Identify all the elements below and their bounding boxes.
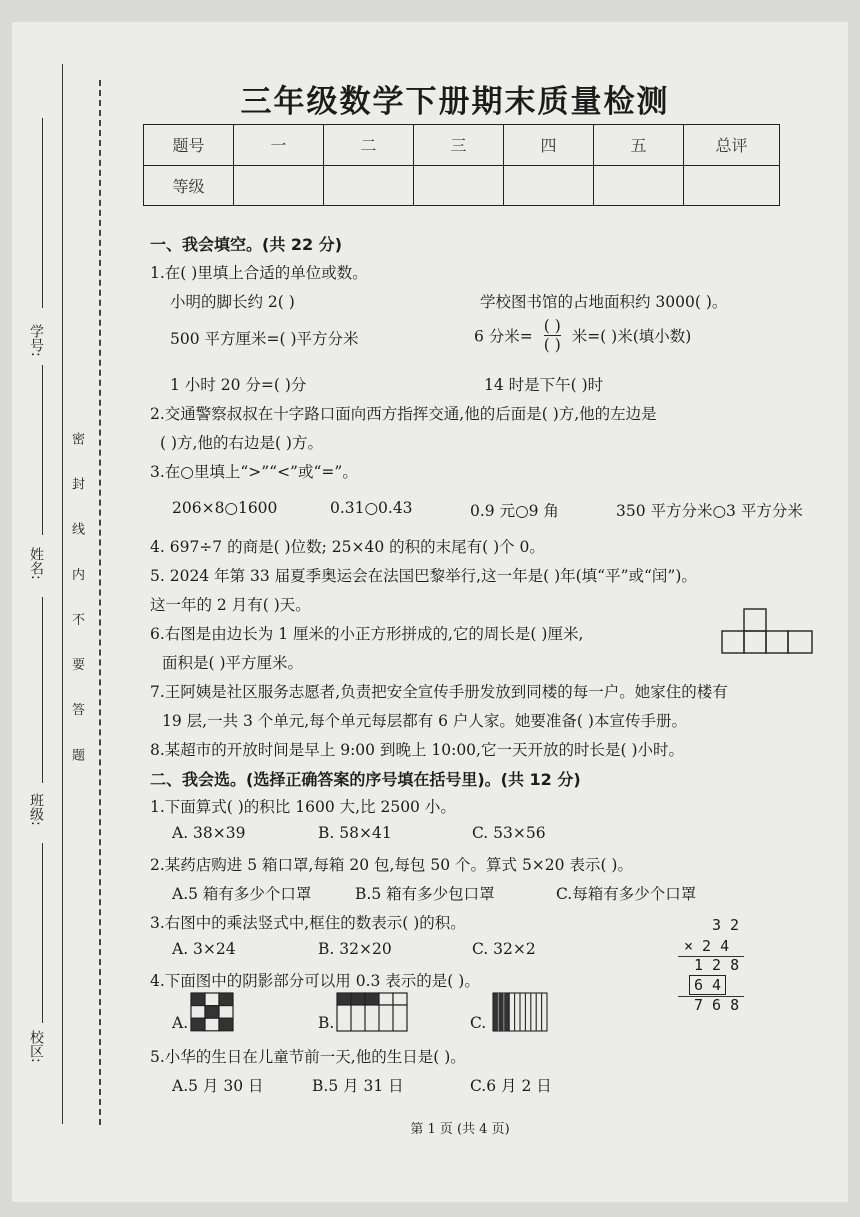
fraction-denominator: ( ) xyxy=(543,336,561,354)
question-text: 6.右图是由边长为 1 厘米的小正方形拼成的,它的周长是( )厘米, xyxy=(150,625,584,643)
calc-line: 3 2 xyxy=(712,916,740,934)
option-a[interactable]: A. 3×24 xyxy=(172,940,236,958)
grade-cell[interactable] xyxy=(234,165,324,206)
question-text: 1.在( )里填上合适的单位或数。 xyxy=(150,264,368,282)
score-header-cell: 题号 xyxy=(144,125,234,166)
question-text: 3.在○里填上“>”“<”或“=”。 xyxy=(150,463,358,481)
squares-figure xyxy=(720,606,816,656)
grade-label-cell: 等级 xyxy=(144,165,234,206)
school-field[interactable] xyxy=(42,843,43,1023)
calc-line: 1 2 8 xyxy=(694,956,740,974)
binding-line xyxy=(62,64,63,1124)
option-b[interactable]: B. 58×41 xyxy=(318,824,392,842)
shaded-grid-c[interactable] xyxy=(492,992,548,1032)
question-text: 学校图书馆的占地面积约 3000( )。 xyxy=(480,293,728,311)
question-text: ( )方,他的右边是( )方。 xyxy=(160,434,323,452)
grade-cell[interactable] xyxy=(324,165,414,206)
question-text: 2.交通警察叔叔在十字路口面向西方指挥交通,他的后面是( )方,他的左边是 xyxy=(150,405,657,423)
option-b[interactable]: B. xyxy=(318,1014,335,1032)
student-no-field[interactable] xyxy=(42,118,43,308)
option-c[interactable]: C. xyxy=(470,1014,487,1032)
figure-square xyxy=(722,631,744,653)
school-label: 校区: xyxy=(28,1030,44,1063)
class-label: 班级: xyxy=(28,793,44,826)
question-text: 4.下面图中的阴影部分可以用 0.3 表示的是( )。 xyxy=(150,972,480,990)
question-text: 5. 2024 年第 33 届夏季奥运会在法国巴黎举行,这一年是( )年(填“平”或“闰”)。 xyxy=(150,567,697,585)
question-text: 206×8○1600 xyxy=(172,499,278,517)
shaded-grid-b[interactable] xyxy=(336,992,408,1032)
seal-notice: 密 封 线 内 不 要 答 题 xyxy=(69,432,84,775)
shaded-grid-a[interactable] xyxy=(190,992,234,1032)
section1-heading: 一、我会填空。(共 22 分) xyxy=(150,235,343,254)
score-header-cell: 四 xyxy=(504,125,594,166)
student-no-label: 学号: xyxy=(28,324,44,357)
grade-cell[interactable] xyxy=(684,165,780,206)
fraction-prefix: 6 分米= xyxy=(474,327,533,346)
option-c[interactable]: C. 32×2 xyxy=(472,940,536,958)
calc-line: × 2 4 xyxy=(684,937,730,955)
score-table xyxy=(143,124,780,206)
score-header-cell: 二 xyxy=(324,125,414,166)
seal-dashed-line xyxy=(99,80,101,1125)
question-text: 14 时是下午( )时 xyxy=(484,376,604,394)
option-b[interactable]: B.5 月 31 日 xyxy=(312,1077,404,1095)
grade-cell[interactable] xyxy=(414,165,504,206)
option-a[interactable]: A. xyxy=(172,1014,189,1032)
score-header-cell: 三 xyxy=(414,125,504,166)
question-text: 小明的脚长约 2( ) xyxy=(170,293,295,311)
calc-line: 7 6 8 xyxy=(694,996,740,1014)
score-header-cell: 总评 xyxy=(684,125,780,166)
question-text: 4. 697÷7 的商是( )位数; 25×40 的积的末尾有( )个 0。 xyxy=(150,538,545,556)
class-field[interactable] xyxy=(42,597,43,783)
option-c[interactable]: C.6 月 2 日 xyxy=(470,1077,552,1095)
fraction-numerator: ( ) xyxy=(543,317,561,335)
option-a[interactable]: A.5 箱有多少个口罩 xyxy=(172,885,312,903)
score-header-cell: 一 xyxy=(234,125,324,166)
page-footer: 第 1 页 (共 4 页) xyxy=(410,1122,510,1137)
question-text: 0.31○0.43 xyxy=(330,499,413,517)
option-b[interactable]: B.5 箱有多少包口罩 xyxy=(355,885,495,903)
figure-square xyxy=(766,631,788,653)
fraction-suffix: 米=( )米(填小数) xyxy=(571,327,692,346)
question-text: 19 层,一共 3 个单元,每个单元每层都有 6 户人家。她要准备( )本宣传手册。 xyxy=(162,712,687,730)
grade-cell[interactable] xyxy=(594,165,684,206)
question-text: 这一年的 2 月有( )天。 xyxy=(150,596,311,614)
fraction xyxy=(544,317,561,354)
name-label: 姓名: xyxy=(28,547,44,580)
question-text: 7.王阿姨是社区服务志愿者,负责把安全宣传手册发放到同楼的每一户。她家住的楼有 xyxy=(150,683,728,701)
question-text: 5.小华的生日在儿童节前一天,他的生日是( )。 xyxy=(150,1048,466,1066)
option-a[interactable]: A.5 月 30 日 xyxy=(172,1077,264,1095)
question-text: 8.某超市的开放时间是早上 9:00 到晚上 10:00,它一天开放的时长是( )小时。 xyxy=(150,741,684,759)
calc-boxed-line: 6 4 xyxy=(689,975,726,995)
option-c[interactable]: C.每箱有多少个口罩 xyxy=(556,885,697,903)
question-text: 0.9 元○9 角 xyxy=(470,502,559,520)
option-b[interactable]: B. 32×20 xyxy=(318,940,392,958)
figure-square xyxy=(744,609,766,631)
figure-square xyxy=(744,631,766,653)
question-fraction xyxy=(474,317,691,354)
question-text: 面积是( )平方厘米。 xyxy=(162,654,304,672)
score-header-cell: 五 xyxy=(594,125,684,166)
figure-square xyxy=(788,631,812,653)
question-text: 1 小时 20 分=( )分 xyxy=(170,376,307,394)
question-text: 500 平方厘米=( )平方分米 xyxy=(170,330,359,348)
grade-cell[interactable] xyxy=(504,165,594,206)
question-text: 3.右图中的乘法竖式中,框住的数表示( )的积。 xyxy=(150,914,466,932)
name-field[interactable] xyxy=(42,365,43,535)
option-a[interactable]: A. 38×39 xyxy=(172,824,246,842)
page-title: 三年级数学下册期末质量检测 xyxy=(240,84,670,120)
question-text: 350 平方分米○3 平方分米 xyxy=(616,502,803,520)
section2-heading: 二、我会选。(选择正确答案的序号填在括号里)。(共 12 分) xyxy=(150,770,581,789)
question-text: 2.某药店购进 5 箱口罩,每箱 20 包,每包 50 个。算式 5×20 表示( )。 xyxy=(150,856,633,874)
question-text: 1.下面算式( )的积比 1600 大,比 2500 小。 xyxy=(150,798,456,816)
option-c[interactable]: C. 53×56 xyxy=(472,824,546,842)
